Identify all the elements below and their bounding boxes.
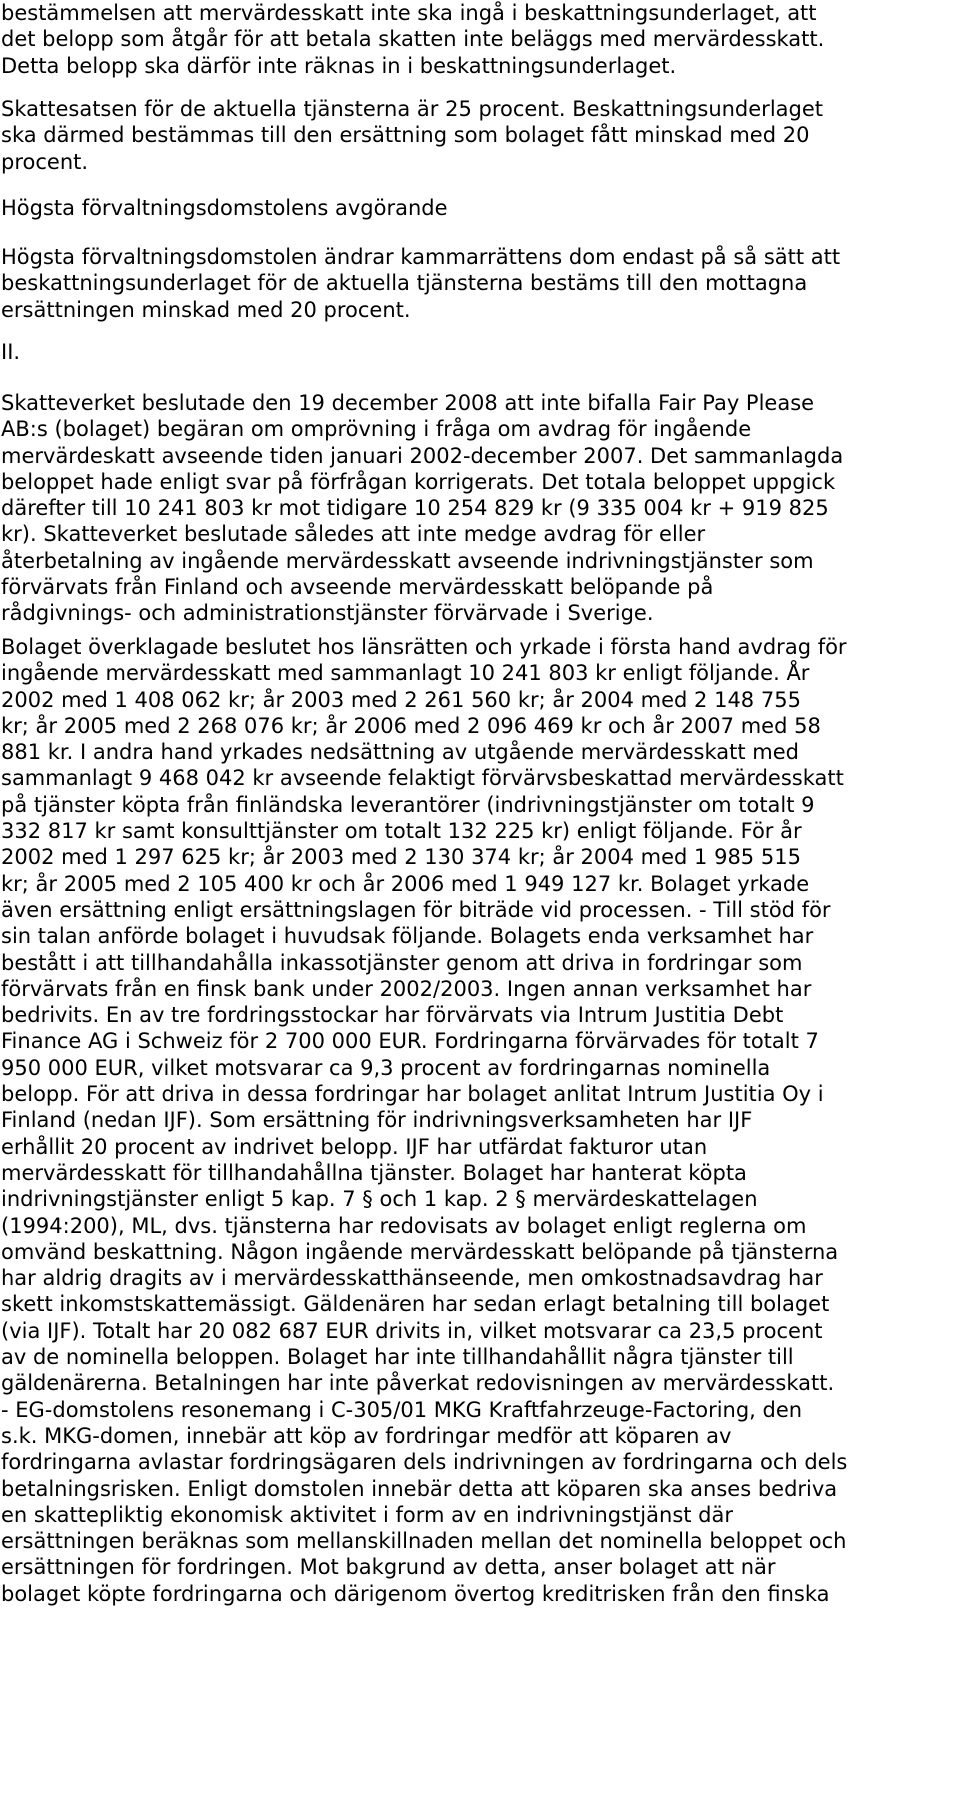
text-line: beloppet hade enligt svar på förfrågan korrigerats. Det totala beloppet uppgick [1,469,836,494]
text-line: fordringarna avlastar fordringsägaren dels indrivningen av fordringarna och dels [1,1450,848,1475]
text-line: en skattepliktig ekonomisk aktivitet i form av en indrivningstjänst där [1,1502,734,1527]
text-line: (via IJF). Totalt har 20 082 687 EUR drivits in, vilket motsvarar ca 23,5 procent [1,1318,823,1343]
paragraph-background [1,390,959,627]
section-number [1,339,959,365]
text-line: mervärdesskatt för tillhandahållna tjänster. Bolaget har hanterat köpta [1,1160,747,1185]
text-line: 950 000 EUR, vilket motsvarar ca 9,3 procent av fordringarnas nominella [1,1055,771,1080]
text-line: AB:s (bolaget) begäran om omprövning i fråga om avdrag för ingående [1,417,752,442]
text-line: bestämmelsen att mervärdesskatt inte ska ingå i beskattningsunderlaget, att [1,1,817,25]
paragraph-tax-rate [1,96,959,175]
paragraph-intro [1,0,959,79]
text-line: kr). Skatteverket beslutade således att inte medge avdrag för eller [1,522,706,547]
text-line: kr; år 2005 med 2 268 076 kr; år 2006 med 2 096 469 kr och år 2007 med 58 [1,713,821,738]
section-heading [1,195,959,221]
text-line: beskattningsunderlaget för de aktuella tjänsterna bestäms till den mottagna [1,271,808,296]
text-line: ersättningen minskad med 20 procent. [1,297,411,322]
text-line: ersättningen för fordringen. Mot bakgrund av detta, anser bolaget att när [1,1555,776,1580]
text-line: bolaget köpte fordringarna och därigenom övertog kreditrisken från den finska [1,1581,830,1606]
text-line: förvärvats från Finland och avseende mervärdesskatt belöpande på [1,575,714,600]
text-line: gäldenärerna. Betalningen har inte påverkat redovisningen av mervärdesskatt. [1,1371,835,1396]
text-line: även ersättning enligt ersättningslagen för biträde vid processen. - Till stöd för [1,897,831,922]
text-line: ska därmed bestämmas till den ersättning som bolaget fått minskad med 20 [1,123,810,148]
text-line: sin talan anförde bolaget i huvudsak följande. Bolagets enda verksamhet har [1,924,814,949]
text-line: av de nominella beloppen. Bolaget har inte tillhandahållit några tjänster till [1,1345,794,1370]
text-line: ersättningen beräknas som mellanskillnaden mellan det nominella beloppet och [1,1529,847,1554]
text-line: betalningsrisken. Enligt domstolen innebär detta att köparen ska anses bedriva [1,1476,838,1501]
paragraph-ruling [1,244,959,323]
text-line: därefter till 10 241 803 kr mot tidigare 10 254 829 kr (9 335 004 kr + 919 825 [1,496,829,521]
text-line: indrivningstjänster enligt 5 kap. 7 § och 1 kap. 2 § mervärdeskattelagen [1,1187,758,1212]
text-line: 2002 med 1 297 625 kr; år 2003 med 2 130 374 kr; år 2004 med 1 985 515 [1,845,801,870]
text-line: sammanlagt 9 468 042 kr avseende felaktigt förvärvsbeskattad mervärdesskatt [1,766,844,791]
text-line: Skattesatsen för de aktuella tjänsterna är 25 procent. Beskattningsunderlaget [1,97,824,121]
text-line: s.k. MKG-domen, innebär att köp av fordringar medför att köparen av [1,1423,732,1448]
text-line: 881 kr. I andra hand yrkades nedsättning av utgående mervärdesskatt med [1,740,799,765]
text-line: det belopp som åtgår för att betala skatten inte beläggs med mervärdesskatt. [1,27,825,52]
text-line: kr; år 2005 med 2 105 400 kr och år 2006 med 1 949 127 kr. Bolaget yrkade [1,871,810,896]
text-line: rådgivnings- och administrationstjänster förvärvade i Sverige. [1,601,654,626]
text-line: erhållit 20 procent av indrivet belopp. IJF har utfärdat fakturor utan [1,1134,708,1159]
text-line: - EG-domstolens resonemang i C-305/01 MKG Kraftfahrzeuge-Factoring, den [1,1397,803,1422]
text-line: Finance AG i Schweiz för 2 700 000 EUR. Fordringarna förvärvades för totalt 7 [1,1029,819,1054]
text-line: (1994:200), ML, dvs. tjänsterna har redovisats av bolaget enligt reglerna om [1,1213,807,1238]
text-line: 332 817 kr samt konsulttjänster om totalt 132 225 kr) enligt följande. För år [1,819,802,844]
text-line: ingående mervärdesskatt med sammanlagt 10 241 803 kr enligt följande. År [1,661,810,686]
text-line: har aldrig dragits av i mervärdesskatthänseende, men omkostnadsavdrag har [1,1266,823,1291]
text-line: omvänd beskattning. Någon ingående mervärdesskatt belöpande på tjänsterna [1,1239,839,1264]
text-line: Bolaget överklagade beslutet hos länsrätten och yrkade i första hand avdrag för [1,635,847,659]
text-line: Högsta förvaltningsdomstolen ändrar kammarrättens dom endast på så sätt att [1,245,841,269]
text-line: förvärvats från en finsk bank under 2002/2003. Ingen annan verksamhet har [1,976,812,1001]
section-number-text: II. [1,340,21,364]
text-line: 2002 med 1 408 062 kr; år 2003 med 2 261 560 kr; år 2004 med 2 148 755 [1,687,801,712]
paragraph-appeal [1,634,959,1607]
text-line: skett inkomstskattemässigt. Gäldenären har sedan erlagt betalning till bolaget [1,1292,830,1317]
text-line: Finland (nedan IJF). Som ersättning för indrivningsverksamheten har IJF [1,1108,753,1133]
text-line: återbetalning av ingående mervärdesskatt avseende indrivningstjänster som [1,548,814,573]
heading-text: Högsta förvaltningsdomstolens avgörande [1,196,448,220]
text-line: bedrivits. En av tre fordringsstockar har förvärvats via Intrum Justitia Debt [1,1003,784,1028]
text-line: mervärdeskatt avseende tiden januari 2002-december 2007. Det sammanlagda [1,443,844,468]
text-line: Skatteverket beslutade den 19 december 2008 att inte bifalla Fair Pay Please [1,391,815,415]
text-line: belopp. För att driva in dessa fordringar har bolaget anlitat Intrum Justitia Oy i [1,1082,824,1107]
text-line: procent. [1,149,89,174]
text-line: bestått i att tillhandahålla inkassotjänster genom att driva in fordringar som [1,950,803,975]
text-line: på tjänster köpta från finländska leverantörer (indrivningstjänster om totalt 9 [1,792,815,817]
text-line: Detta belopp ska därför inte räknas in i beskattningsunderlaget. [1,53,677,78]
